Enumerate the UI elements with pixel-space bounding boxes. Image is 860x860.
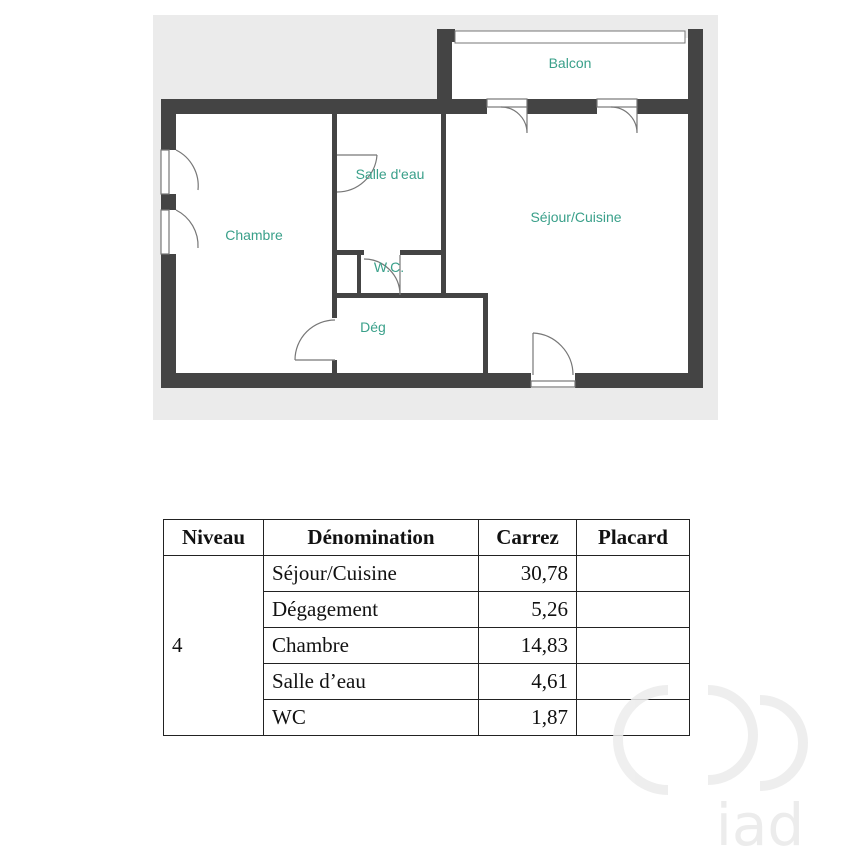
table-header-row [164,520,690,556]
carrez-cell: 30,78 [479,556,577,592]
carrez-cell: 5,26 [479,592,577,628]
carrez-cell: 14,83 [479,628,577,664]
room-name-cell: Dégagement [264,592,479,628]
apartment-floor [168,106,698,380]
placard-cell [577,664,690,700]
placard-cell [577,556,690,592]
watermark-text: iad [715,791,805,859]
room-name-cell: Salle d’eau [264,664,479,700]
room-label-chambre: Chambre [225,227,283,243]
header-denomination: Dénomination [264,520,479,556]
surface-table-panel [145,507,713,761]
placard-cell [577,592,690,628]
header-placard: Placard [577,520,690,556]
room-name-cell: WC [264,700,479,736]
placard-cell [577,628,690,664]
room-label-salle-eau: Salle d'eau [355,166,425,182]
room-label-wc: W.C. [373,259,405,275]
balcony-railing [455,31,685,43]
room-label-balcon: Balcon [548,55,592,71]
header-carrez: Carrez [479,520,577,556]
header-niveau: Niveau [164,520,264,556]
table-row [164,556,690,592]
level-cell: 4 [164,556,264,736]
room-label-deg: Dég [360,319,386,335]
surface-table [163,519,690,736]
room-label-sejour: Séjour/Cuisine [530,209,622,225]
carrez-cell: 1,87 [479,700,577,736]
balcony-floor [445,38,695,104]
placard-cell [577,700,690,736]
room-name-cell: Séjour/Cuisine [264,556,479,592]
carrez-cell: 4,61 [479,664,577,700]
room-name-cell: Chambre [264,628,479,664]
